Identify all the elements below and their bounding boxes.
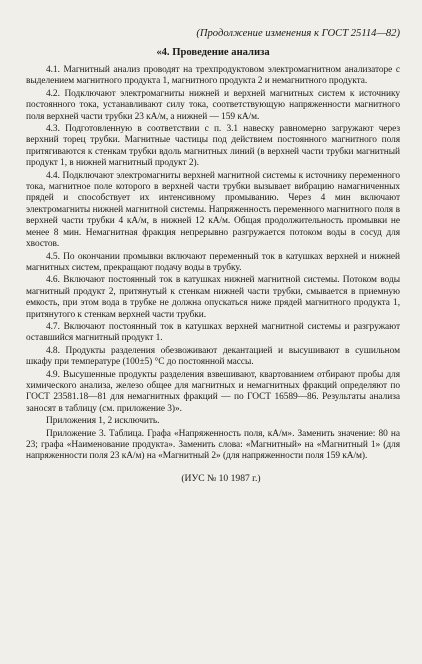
paragraph-4-8: 4.8. Продукты разделения обезвоживают декантацией и высушивают в сушильном шкафу при температуре (100±5) °С до постоянной массы. xyxy=(26,345,400,368)
paragraph-appendix-removed: Приложения 1, 2 исключить. xyxy=(46,416,160,427)
paragraph-4-7: 4.7. Включают постоянный ток в катушках верхней магнитной системы и разгружают оставшийся магнитный продукт 1. xyxy=(26,321,400,344)
paragraph-4-4: 4.4. Подключают электромагниты верхней магнитной системы к источнику переменного тока, магнитное поле которого в верхней части трубки вызывает вибрацию намагниченных прядей и способствует их интенсивному промыванию. Через 4 мин включают электромагниты нижней магнитной системы. Напряженность переменного магнитного поля в верхней части трубки 4 кА/м, в нижней 12 кА/м. Общая продолжительность промывки не менее 8 мин. Немагнитная фракция непрерывно разгружается потоком воды в сосуд для хвостов. xyxy=(26,170,400,250)
paragraph-4-1: 4.1. Магнитный анализ проводят на трехпродуктовом электромагнитном анализаторе с выделением магнитного продукта 1, магнитного продукта 2 и немагнитного продукта. xyxy=(26,65,400,87)
document-body xyxy=(26,65,400,463)
source-reference: (ИУС № 10 1987 г.) xyxy=(181,472,261,484)
paragraph-appendix-3: Приложение 3. Таблица. Графа «Напряженность поля, кА/м». Заменить значение: 80 на 23; графа «Наименование продукта». Заменить слова: «Магнитный» на «Магнитный 1» (для напряженности поля 23 кА/м) на «Магнитный 2» (для напряженности поля 159 кА/м). xyxy=(26,428,400,462)
paragraph-4-3: 4.3. Подготовленную в соответствии с п. 3.1 навеску равномерно загружают через верхний торец трубки. Магнитные частицы под действием постоянного магнитного поля притягиваются к стенкам трубки вдоль магнитных линий (в верхней части трубки магнитный продукт 1, в нижней магнитный продукт 2). xyxy=(26,124,400,169)
paragraph-4-9: 4.9. Высушенные продукты разделения взвешивают, квартованием отбирают пробы для химического анализа, железо общее для магнитных и немагнитных фракций определяют по ГОСТ 23581.18—81 для немагнитных фракций — по ГОСТ 16589—86. Результаты анализа заносят в таблицу (см. приложение 3)». xyxy=(26,369,400,414)
paragraph-4-5: 4.5. По окончании промывки включают переменный ток в катушках верхней и нижней магнитных систем, прекращают подачу воды в трубку. xyxy=(26,251,400,273)
paragraph-4-6: 4.6. Включают постоянный ток в катушках нижней магнитной системы. Потоком воды магнитный продукт 2, притянутый к стенкам нижней части трубки, смывается в приемную емкость, при этом вода в трубке не должна опускаться ниже прядей магнитного продукта 1, притянутого к стенкам верхней части трубки. xyxy=(26,275,400,320)
paragraph-4-2: 4.2. Подключают электромагниты нижней и верхней магнитных систем к источнику постоянного тока, устанавливают силу тока, соответствующую напряженности магнитного поля верхней части трубки 23 кА/м, а нижней — 159 кА/м. xyxy=(26,88,400,122)
amendment-header: (Продолжение изменения к ГОСТ 25114—82) xyxy=(196,28,400,39)
section-title: «4. Проведение анализа xyxy=(156,47,270,58)
